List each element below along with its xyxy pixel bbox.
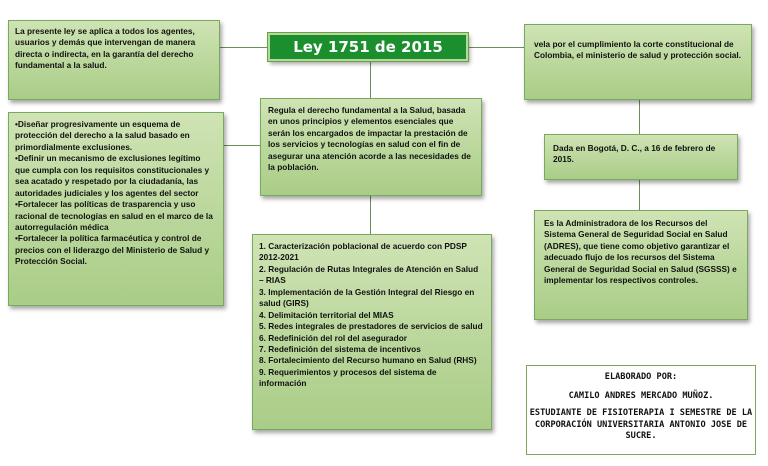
credits-author: CAMILO ANDRES MERCADO MUÑOZ. [568,390,714,401]
regulation-box: Regula el derecho fundamental a la Salud, basada en unos principios y elementos esenciales que serán los encargados de impactar la prestación de los servicios y tecnologías en salud con el fin de asegurar una atención acorde a las necesidades de la población. [260,98,482,196]
list-item: 4. Delimitación territorial del MIAS [259,309,394,320]
credits-title: ELABORADO POR: [604,372,678,382]
credits-box [526,365,756,455]
oversight-box: vela por el cumplimiento la corte constitucional de Colombia, el ministerio de salud y protección social. [524,24,752,100]
connector-center-list [370,196,371,234]
connector-date-adres [639,180,640,210]
list-item: 9. Requerimientos y procesos del sistema de información [259,366,437,389]
adres-box: Es la Administradora de los Recursos del Sistema General de Seguridad Social en Salud (ADRES), que tiene como objetivo garantizar el adecuado flujo de los recursos del Sistema General de Seguridad Social en Salud (SGSSS) e implementar los respectivos controles. [534,210,748,320]
list-item: 2. Regulación de Rutas Integrales de Atención en Salud – RIAS [259,263,479,286]
list-item: 3. Implementación de la Gestión Integral del Riesgo en salud (GIRS) [259,286,475,309]
list-item: 7. Redefinición del sistema de incentivos [259,343,421,354]
connector-title-center [370,61,371,98]
list-item: 5. Redes integrales de prestadores de servicios de salud [259,321,483,332]
objective-item: •Diseñar progresivamente un esquema de protección del derecho a la salud basado en primordialmente exclusiones. [15,119,190,152]
objective-item: •Fortalecer las políticas de trasparencia y uso racional de tecnologías en salud en el marco de la autorregulación médica [15,199,213,232]
date-box: Dada en Bogotá, D. C., a 16 de febrero de 2015. [544,134,738,180]
objective-item: •Fortalecer la política farmacéutica y control de precios con el liderazgo del Ministerio de Salud y Protección Social. [15,233,210,267]
list-item: 8. Fortalecimiento del Recurso humano en Salud (RHS) [259,355,477,366]
connector-center-objectives [224,145,260,146]
objective-item: •Definir un mecanismo de exclusiones legítimo que cumpla con los requisitos constitucionales y sea acatado y respetado por la ciudadanía, las autoridades judiciales y los agentes del sector [15,153,210,198]
list-item: 1. Caracterización poblacional de acuerdo con PDSP 2012-2021 [259,241,467,263]
main-title: Ley 1751 de 2015 [268,33,468,61]
list-item: 6. Redefinición del rol del asegurador [259,332,407,343]
connector-topright-date [639,100,640,134]
connector-title-topright [468,47,524,48]
credits-role: ESTUDIANTE DE FISIOTERAPIA I SEMESTRE DE LA CORPORACIÓN UNIVERSITARIA ANTONIO JOSE DE SUCRE. [529,408,753,442]
objectives-box [8,112,224,306]
connector-title-topleft [220,47,268,48]
strategy-list-box [252,234,492,430]
scope-box: La presente ley se aplica a todos los agentes, usuarios y demás que intervengan de manera directa o indirecta, en la garantía del derecho fundamental a la salud. [8,20,220,100]
